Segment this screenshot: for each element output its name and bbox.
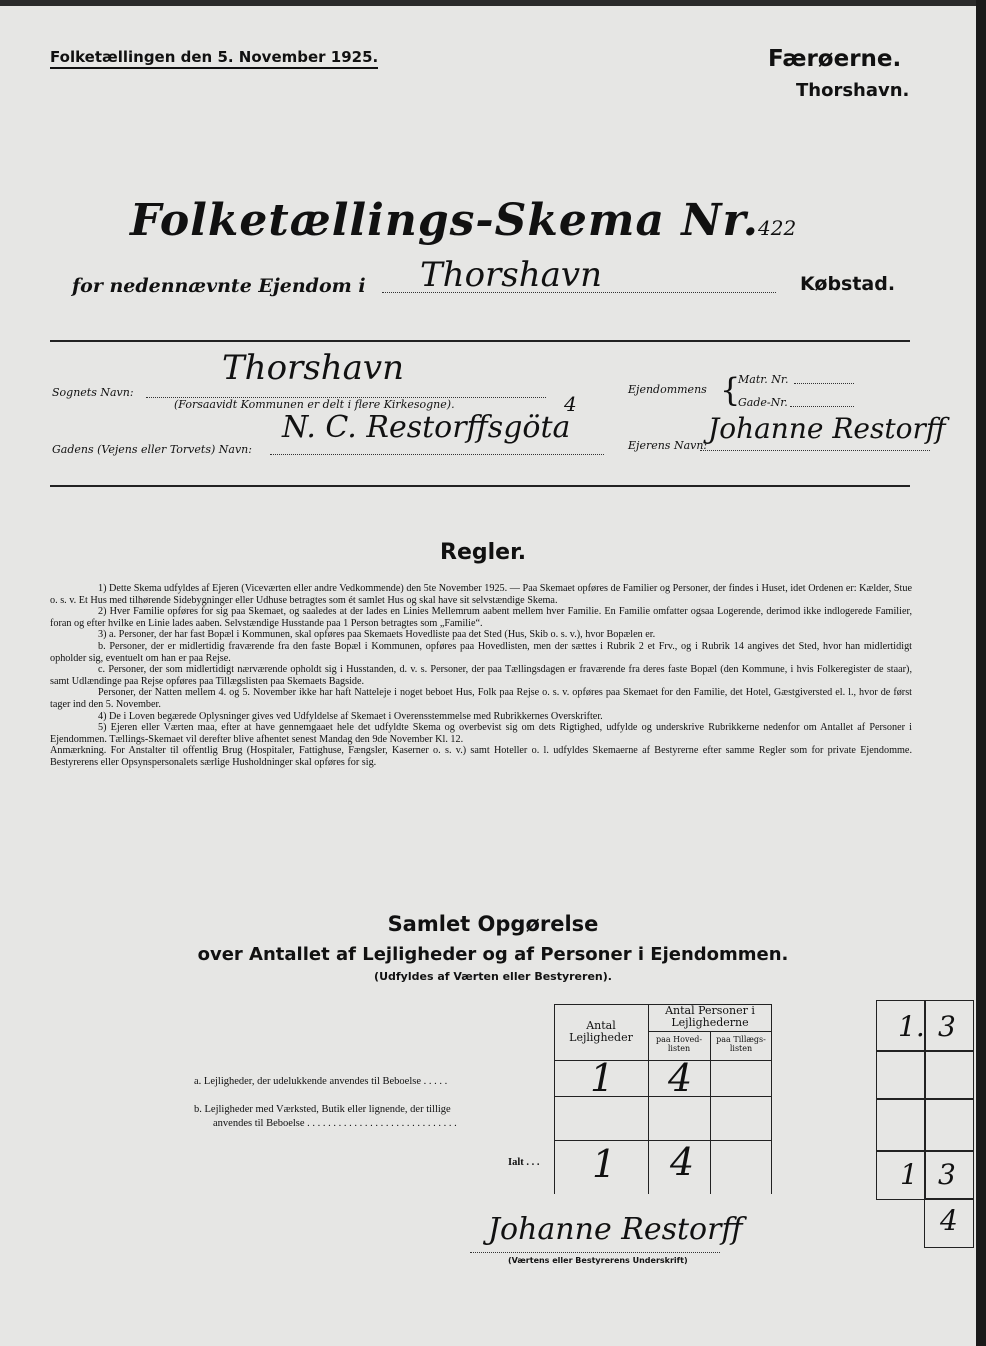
form-title: Folketællings-Skema Nr. [130, 195, 759, 246]
a-main-value: 4 [668, 1056, 693, 1100]
town-name: Thorshavn. [796, 80, 910, 101]
signature-handwritten: Johanne Restorff [488, 1212, 743, 1247]
signature-line [470, 1252, 720, 1253]
matr-label: Matr. Nr. [738, 373, 789, 386]
parish-note: (Forsaavidt Kommunen er delt i flere Kirkesogne). [174, 398, 455, 411]
table-line [554, 1060, 772, 1061]
rule-paragraph: 4) De i Loven begærede Oplysninger gives ved Udfyldelse af Skemaet i Overensstemmelse med Rubrikkernes Overskrifter. [98, 710, 603, 722]
brace-icon: { [720, 371, 741, 409]
row-b-label-1: b. Lejligheder med Værksted, Butik eller lignende, der tillige [194, 1104, 451, 1115]
col-supp-header: paa Tillægs-listen [716, 1035, 766, 1053]
table-line [554, 1004, 555, 1194]
table-line [771, 1004, 772, 1194]
table-line [710, 1031, 711, 1194]
row-b-label-2: anvendes til Beboelse . . . . . . . . . . . . . . . . . . . . . . . . . . . . . [213, 1118, 457, 1129]
total-apartments-value: 1 [592, 1142, 617, 1186]
table-line [554, 1096, 772, 1097]
gade-label: Gade-Nr. [738, 396, 788, 409]
side-box [924, 1098, 974, 1152]
side-total-1: 1 [900, 1158, 918, 1191]
property-value-handwritten: Thorshavn [420, 255, 603, 295]
rule-paragraph: 2) Hver Familie opføres for sig paa Skemaet, og saaledes at der lades en Linies Mellemrum aabent mellem hver Familie. En Familie omfatter ogsaa Logerende, derimod ikke indlogerede Familier, foran og efter hvilke en Linie lades aaben. Selvstændige Husstande paa 1 Person betragtes som „Familie“. [50, 606, 912, 629]
signature-caption: (Værtens eller Bestyrerens Underskrift) [508, 1256, 688, 1265]
street-value-handwritten: N. C. Restorffsgöta [282, 410, 571, 445]
side-a-2: 3 [938, 1010, 956, 1043]
property-id-label: Ejendommens [628, 383, 707, 396]
col-apartments-header: Antal Lejligheder [569, 1019, 633, 1044]
rule-paragraph: b. Personer, der er midlertidig fraværende fra den faste Bopæl i Kommunen, opføres paa Hovedlisten, men der sættes i Rubrik 2 et Frv., og i Rubrik 14 angives det Sted, hvor han midlertidigt opholder sig, eventuelt om han er paa Rejse. [50, 640, 912, 664]
table-line [554, 1140, 772, 1141]
col-persons-header: Antal Personer i Lejlighederne [665, 1004, 755, 1029]
kobstad-label: Købstad. [800, 273, 896, 295]
region-name: Færøerne. [768, 46, 902, 72]
side-sum: 4 [940, 1204, 958, 1237]
total-main-value: 4 [670, 1140, 695, 1184]
table-line [648, 1004, 649, 1194]
side-total-2: 3 [938, 1158, 956, 1191]
street-label: Gadens (Vejens eller Torvets) Navn: [52, 443, 252, 456]
census-date: Folketællingen den 5. November 1925. [50, 48, 378, 69]
row-total-label: Ialt . . . [508, 1157, 540, 1168]
col-main-header: paa Hoved-listen [655, 1035, 703, 1053]
summary-note: (Udfyldes af Værten eller Bestyreren). [374, 970, 612, 983]
summary-title: Samlet Opgørelse [387, 912, 599, 936]
summary-subtitle: over Antallet af Lejligheder og af Personer i Ejendommen. [197, 944, 789, 965]
rule-paragraph: 3) a. Personer, der har fast Bopæl i Kommunen, skal opføres paa Skemaets Hovedliste paa det Sted (Hus, Skib o. s. v.), hvor Bopælen er. [98, 629, 656, 641]
rule-note: Anmærkning. For Anstalter til offentlig Brug (Hospitaler, Fattighuse, Fængsler, Kaserner o. s. v.) samt Hoteller o. l. udfyldes Skemaerne af Bestyrerne efter samme Regler som for private Ejendomme. Bestyrerens eller Opsynspersonalets særlige Husholdninger skal opføres for sig. [50, 745, 912, 768]
rule-paragraph: Personer, der Natten mellem 4. og 5. November ikke har haft Natteleje i noget beboet Hus, Folk paa Rejse o. s. v. opføres paa Skemaet for den Familie, det Hotel, Gæstgiversted el. l., hvor de først tager ind den 5. November. [50, 687, 912, 710]
property-label: for nedennævnte Ejendom i [72, 275, 366, 297]
owner-value-handwritten: Johanne Restorff [708, 412, 946, 445]
rule-paragraph: 5) Ejeren eller Værten maa, efter at have gennemgaaet hele det udfyldte Skema og overbevist sig om dets Rigtighed, udfylde og underskrive Rubrikkerne nedenfor om Antallet af Personer i Ejendommen. Tællings-Skemaet vil derefter blive afhentet senest Mandag den 9de November Kl. 12. [50, 722, 912, 745]
side-box [876, 1050, 926, 1100]
side-a-1: 1. [898, 1010, 925, 1043]
owner-label: Ejerens Navn: [628, 439, 708, 452]
rules-title: Regler. [440, 540, 527, 565]
a-apartments-value: 1 [590, 1056, 615, 1100]
row-a-label: a. Lejligheder, der udelukkende anvendes til Beboelse . . . . . [194, 1076, 448, 1087]
form-number: 422 [758, 216, 797, 240]
side-box [924, 1050, 974, 1100]
rule-paragraph: c. Personer, der som midlertidigt nærværende opholdt sig i Husstanden, d. v. s. Personer, der paa Tællingsdagen er fraværende fra deres faste Bopæl (den Kommune, i hvis Folkeregister de staar), samt Udlændinge paa Rejse opføres paa Tillægslisten paa Skemaets Bagside. [50, 664, 912, 687]
parish-label: Sognets Navn: [52, 386, 134, 399]
side-box [876, 1098, 926, 1152]
parish-mark: 4 [564, 392, 577, 416]
rule-paragraph: 1) Dette Skema udfyldes af Ejeren (Viceværten eller andre Vedkommende) den 5te November 1925. — Paa Skemaet opføres de Familier og Personer, der findes i Huset, idet Ordenen er: Kælder, Stue o. s. v. Et Hus med tilhørende Sidebygninger eller Udhuse betragtes som ét samlet Hus og skal have sit selvstændige Skema. [50, 583, 912, 606]
parish-value-handwritten: Thorshavn [222, 348, 405, 388]
